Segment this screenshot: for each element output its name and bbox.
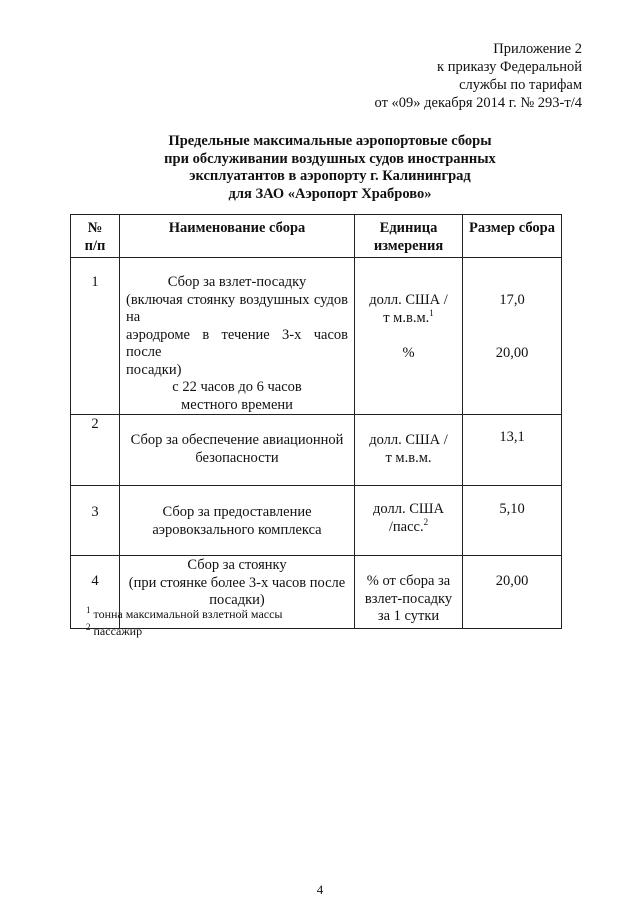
unit-line: % [402,345,415,361]
fee-name-line: Сбор за взлет-посадку [167,274,307,290]
fee-name-block [120,486,354,539]
fee-name-block [120,258,354,414]
fee-name-line: посадки) [209,592,265,608]
header-number-line: № [87,220,103,236]
row-fee-size [463,415,562,486]
fee-name-block [120,415,354,467]
row-number [71,486,120,556]
unit-line: долл. США / [369,432,448,448]
title-line: при обслуживании воздушных судов иностранных [164,150,496,167]
table-row [71,258,562,415]
footnote-mark: 1 [429,307,434,318]
appendix-line: Приложение 2 [493,41,582,57]
row-fee-name [120,258,355,415]
footnote [86,623,282,640]
footnote-mark: 2 [86,622,91,632]
fee-size-value: 5,10 [499,501,525,517]
row-number-value: 3 [91,504,99,520]
footnote-text: тонна максимальной взлетной массы [93,607,283,621]
header-unit [355,215,463,258]
footnote [86,606,282,623]
unit-line: долл. США [373,501,444,517]
footnote-text: пассажир [93,624,143,638]
header-fee-name: Наименование сбора [120,215,355,258]
row-unit [355,415,463,486]
appendix-line: к приказу Федеральной [437,59,582,75]
header-fee-size: Размер сбора [463,215,562,258]
fee-name-line: с 22 часов до 6 часов [172,379,302,395]
row-unit [355,486,463,556]
footnote-mark: 1 [86,605,91,615]
unit-block [355,556,462,626]
fee-name-block [120,556,354,610]
unit-text: /пасс. [388,518,424,535]
fee-name-line: аэродроме в течение 3-х часов после [126,326,348,360]
table-row [71,415,562,486]
row-unit [355,258,463,415]
size-block [463,258,561,362]
unit-line: за 1 сутки [377,608,440,624]
fee-name-line: местного времени [181,396,293,413]
header-number-line: п/п [84,237,106,254]
row-number [71,258,120,415]
row-number-value: 1 [91,274,99,290]
header-unit-line: измерения [373,237,444,254]
fee-size-value: 20,00 [495,573,529,589]
fee-name-line: посадки) [126,361,182,378]
appendix-line: от «09» декабря 2014 г. № 293-т/4 [374,95,582,111]
title-line: Предельные максимальные аэропортовые сборы [168,133,492,149]
table-row [71,486,562,556]
row-number [71,415,120,486]
unit-line [355,516,462,537]
unit-line [355,307,462,328]
header-unit-line: Единица [379,220,438,236]
header-number [71,215,120,258]
row-fee-name [120,415,355,486]
row-fee-size [463,258,562,415]
unit-block [355,415,462,467]
document-title [70,133,590,203]
row-fee-name [120,486,355,556]
fees-table [70,214,562,629]
appendix-header [375,40,582,112]
fee-name-line: Сбор за предоставление [162,504,312,520]
unit-block [355,486,462,536]
fee-size-value: 17,0 [499,292,525,308]
fee-name-line: аэровокзального комплекса [152,521,322,538]
table-header-row [71,215,562,258]
unit-line: % от сбора за [366,573,451,589]
unit-text: т м.в.м. [383,309,430,326]
fee-name-line: Сбор за обеспечение авиационной [130,432,344,448]
row-unit [355,556,463,629]
unit-line: взлет-посадку [364,590,453,607]
appendix-line: службы по тарифам [459,77,582,93]
fee-size-value: 13,1 [499,429,525,445]
title-line: эксплуатантов в аэропорту г. Калининград [189,168,471,184]
unit-line: т м.в.м. [385,449,432,466]
row-fee-size [463,486,562,556]
fee-size-value: 20,00 [495,344,529,361]
fee-name-line: Сбор за стоянку [187,557,287,573]
footnote-mark: 2 [423,516,429,527]
row-number-value: 4 [91,573,99,589]
unit-line: долл. США / [369,292,448,308]
row-number-value: 2 [91,416,99,432]
title-line: для ЗАО «Аэропорт Храброво» [228,185,432,202]
unit-block [355,258,462,363]
footnotes [86,606,282,640]
row-fee-size [463,556,562,629]
fee-name-line: безопасности [195,449,279,466]
fee-name-line: (при стоянке более 3-х часов после [128,574,346,591]
page-number: 4 [316,882,324,897]
fee-name-line: (включая стоянку воздушных судов на [126,291,348,325]
